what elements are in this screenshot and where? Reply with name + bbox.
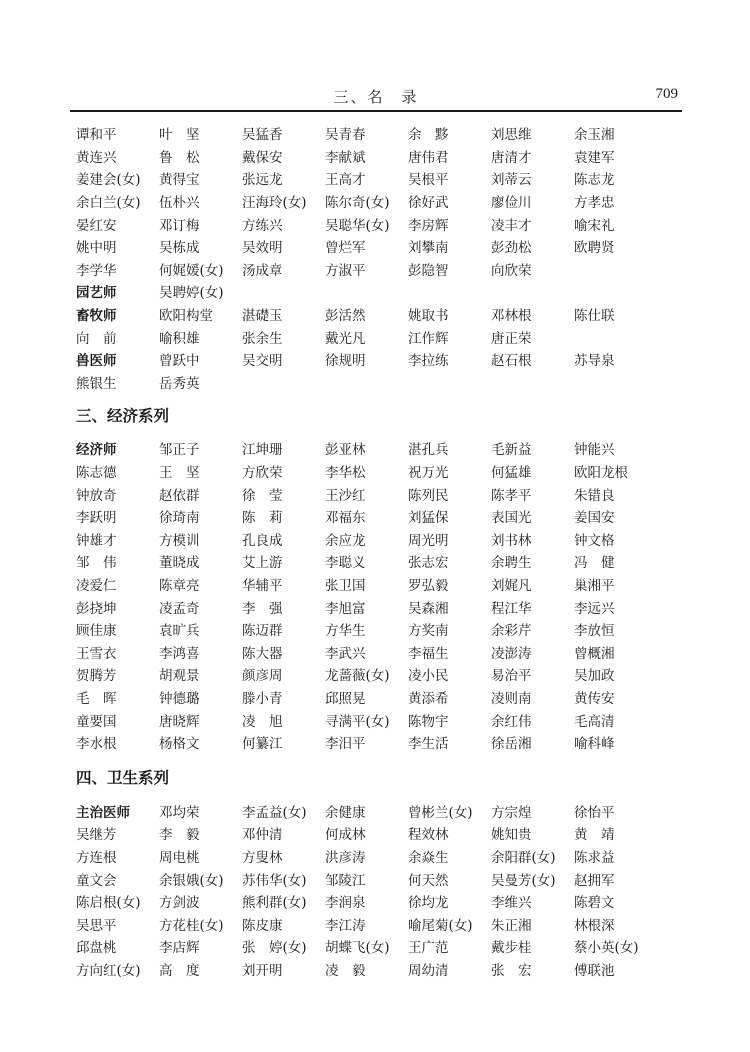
- person-name: 陈皮康: [242, 917, 283, 934]
- person-name: 毛 晖: [76, 690, 117, 707]
- person-name: 李江涛: [325, 917, 366, 934]
- person-name: 凌小民: [408, 668, 449, 685]
- name-row: [76, 258, 676, 281]
- person-name: 表国光: [491, 510, 532, 527]
- person-name: 邹 伟: [76, 555, 117, 572]
- section-title-economics: 三、经济系列: [76, 407, 170, 426]
- person-name: 方练兴: [242, 217, 283, 234]
- person-name: 李汨平: [325, 736, 366, 753]
- person-name: 吴根平: [408, 172, 449, 189]
- person-name: 唐清才: [491, 149, 532, 166]
- person-name: 彭劲松: [491, 240, 532, 257]
- title-label: 主治医师: [76, 804, 130, 821]
- person-name: 姜国安: [574, 510, 615, 527]
- person-name: 黄得宝: [159, 172, 200, 189]
- person-name: 滕小青: [242, 690, 283, 707]
- name-row: [76, 935, 676, 958]
- person-name: 邱照晃: [325, 690, 366, 707]
- person-name: 余红伟: [491, 713, 532, 730]
- name-row: [76, 663, 676, 686]
- name-row: [76, 325, 676, 348]
- person-name: 李学华: [76, 262, 117, 279]
- person-name: 陈 莉: [242, 510, 283, 527]
- person-name: 廖俭川: [491, 195, 532, 212]
- person-name: 童要国: [76, 713, 117, 730]
- person-name: 李跃明: [76, 510, 117, 527]
- name-row: [76, 167, 676, 190]
- person-name: 陈志龙: [574, 172, 615, 189]
- person-name: 朱错良: [574, 487, 615, 504]
- person-name: 陈章亮: [159, 577, 200, 594]
- person-name: 欧聘贤: [574, 240, 615, 257]
- person-name: 寻满平(女): [325, 713, 390, 730]
- person-name: 方奖南: [408, 623, 449, 640]
- person-name: 刘猛保: [408, 510, 449, 527]
- person-name: 毛新益: [491, 442, 532, 459]
- person-name: 唐伟君: [408, 149, 449, 166]
- person-name: 陈仕联: [574, 308, 615, 325]
- person-name: 陈求益: [574, 849, 615, 866]
- person-name: 凌则南: [491, 690, 532, 707]
- name-block-continued: [76, 122, 676, 393]
- person-name: 李聪义: [325, 555, 366, 572]
- person-name: 周电桃: [159, 849, 200, 866]
- person-name: 陈大器: [242, 645, 283, 662]
- page-number: 709: [655, 86, 678, 102]
- person-name: 颜彦周: [242, 668, 283, 685]
- person-name: 王 坚: [159, 465, 200, 482]
- person-name: 邓林根: [491, 308, 532, 325]
- person-name: 李鸿喜: [159, 645, 200, 662]
- name-row: [76, 731, 676, 754]
- person-name: 唐晓辉: [159, 713, 200, 730]
- person-name: 钟能兴: [574, 442, 615, 459]
- person-name: 吴曼芳(女): [491, 872, 556, 889]
- person-name: 邹正子: [159, 442, 200, 459]
- name-row: [76, 822, 676, 845]
- person-name: 洪彦涛: [325, 849, 366, 866]
- person-name: 吴交明: [242, 353, 283, 370]
- person-name: 蔡小英(女): [574, 940, 639, 957]
- person-name: 吴栋成: [159, 240, 200, 257]
- person-name: 朱正湘: [491, 917, 532, 934]
- person-name: 贺腾芳: [76, 668, 117, 685]
- person-name: 余银娥(女): [159, 872, 224, 889]
- person-name: 湛礎玉: [242, 308, 283, 325]
- person-name: 唐正荣: [491, 330, 532, 347]
- person-name: 湛孔兵: [408, 442, 449, 459]
- person-name: 黄添希: [408, 690, 449, 707]
- person-name: 黄连兴: [76, 149, 117, 166]
- person-name: 苏导泉: [574, 353, 615, 370]
- person-name: 方华生: [325, 623, 366, 640]
- name-row: [76, 437, 676, 460]
- person-name: 李水根: [76, 736, 117, 753]
- name-row: [76, 212, 676, 235]
- name-block-economics: [76, 437, 676, 753]
- person-name: 彭隐智: [408, 262, 449, 279]
- person-name: 钟德璐: [159, 690, 200, 707]
- person-name: 吴继芳: [76, 827, 117, 844]
- person-name: 刘思维: [491, 127, 532, 144]
- person-name: 鲁 松: [159, 149, 200, 166]
- person-name: 方连根: [76, 849, 117, 866]
- name-row: [76, 595, 676, 618]
- person-name: 黄 靖: [574, 827, 615, 844]
- person-name: 李武兴: [325, 645, 366, 662]
- person-name: 喻科峰: [574, 736, 615, 753]
- person-name: 苏伟华(女): [242, 872, 307, 889]
- person-name: 张志宏: [408, 555, 449, 572]
- person-name: 戴光凡: [325, 330, 366, 347]
- name-row: [76, 799, 676, 822]
- running-header: [70, 86, 682, 112]
- name-row: [76, 912, 676, 935]
- person-name: 胡观景: [159, 668, 200, 685]
- person-name: 方叟林: [242, 849, 283, 866]
- person-name: 曾概湘: [574, 645, 615, 662]
- person-name: 周光明: [408, 532, 449, 549]
- person-name: 徐均龙: [408, 895, 449, 912]
- name-row: [76, 618, 676, 641]
- name-row: [76, 190, 676, 213]
- person-name: 李生活: [408, 736, 449, 753]
- person-name: 李润泉: [325, 895, 366, 912]
- person-name: 李福生: [408, 645, 449, 662]
- person-name: 余应龙: [325, 532, 366, 549]
- person-name: 叶 坚: [159, 127, 200, 144]
- person-name: 张余生: [242, 330, 283, 347]
- title-label: 兽医师: [76, 353, 117, 370]
- person-name: 喻宋礼: [574, 217, 615, 234]
- person-name: 姚知贵: [491, 827, 532, 844]
- person-name: 喻尾菊(女): [408, 917, 473, 934]
- person-name: 周幼清: [408, 962, 449, 979]
- person-name: 陈物宇: [408, 713, 449, 730]
- person-name: 祝万光: [408, 465, 449, 482]
- name-row: [76, 573, 676, 596]
- header-title: 三、名 录: [333, 88, 419, 106]
- person-name: 李旭富: [325, 600, 366, 617]
- person-name: 凌爱仁: [76, 577, 117, 594]
- person-name: 李房辉: [408, 217, 449, 234]
- title-label: 园艺师: [76, 285, 117, 302]
- name-row: [76, 550, 676, 573]
- name-row: [76, 122, 676, 145]
- name-row: [76, 890, 676, 913]
- person-name: 彭挠坤: [76, 600, 117, 617]
- person-name: 李华松: [325, 465, 366, 482]
- person-name: 张卫国: [325, 577, 366, 594]
- person-name: 方欣荣: [242, 465, 283, 482]
- person-name: 欧阳构堂: [159, 308, 213, 325]
- person-name: 程江华: [491, 600, 532, 617]
- person-name: 何纂江: [242, 736, 283, 753]
- person-name: 陈孝平: [491, 487, 532, 504]
- person-name: 邓订梅: [159, 217, 200, 234]
- name-row: [76, 708, 676, 731]
- person-name: 陈碧文: [574, 895, 615, 912]
- person-name: 余焱生: [408, 849, 449, 866]
- title-label: 畜牧师: [76, 308, 117, 325]
- person-name: 艾上游: [242, 555, 283, 572]
- person-name: 徐岳湘: [491, 736, 532, 753]
- person-name: 方花桂(女): [159, 917, 224, 934]
- person-name: 姜建会(女): [76, 172, 141, 189]
- name-row: [76, 482, 676, 505]
- person-name: 方宗煌: [491, 804, 532, 821]
- person-name: 何天然: [408, 872, 449, 889]
- person-name: 邓仲清: [242, 827, 283, 844]
- person-name: 余玉湘: [574, 127, 615, 144]
- person-name: 巢湘平: [574, 577, 615, 594]
- person-name: 袁旷兵: [159, 623, 200, 640]
- person-name: 熊银生: [76, 375, 117, 392]
- name-row: [76, 280, 676, 303]
- person-name: 杨格文: [159, 736, 200, 753]
- person-name: 吴思平: [76, 917, 117, 934]
- person-name: 邱盘桃: [76, 940, 117, 957]
- person-name: 余健康: [325, 804, 366, 821]
- person-name: 何猛雄: [491, 465, 532, 482]
- person-name: 吴青春: [325, 127, 366, 144]
- person-name: 徐规明: [325, 353, 366, 370]
- person-name: 喻积雄: [159, 330, 200, 347]
- person-name: 谭和平: [76, 127, 117, 144]
- person-name: 汤成章: [242, 262, 283, 279]
- name-row: [76, 958, 676, 981]
- person-name: 何娓媛(女): [159, 262, 224, 279]
- person-name: 吴猛香: [242, 127, 283, 144]
- person-name: 陈列民: [408, 487, 449, 504]
- person-name: 晏红安: [76, 217, 117, 234]
- person-name: 高 度: [159, 962, 200, 979]
- person-name: 李孟益(女): [242, 804, 307, 821]
- person-name: 张 婷(女): [242, 940, 307, 957]
- person-name: 向欣荣: [491, 262, 532, 279]
- person-name: 易治平: [491, 668, 532, 685]
- person-name: 姚中明: [76, 240, 117, 257]
- person-name: 凌丰才: [491, 217, 532, 234]
- person-name: 凌 旭: [242, 713, 283, 730]
- person-name: 余白兰(女): [76, 195, 141, 212]
- person-name: 曾彬兰(女): [408, 804, 473, 821]
- person-name: 华辅平: [242, 577, 283, 594]
- person-name: 傅联池: [574, 962, 615, 979]
- name-row: [76, 640, 676, 663]
- name-list: [76, 122, 676, 980]
- person-name: 钟文格: [574, 532, 615, 549]
- person-name: 方剑波: [159, 895, 200, 912]
- name-row: [76, 505, 676, 528]
- person-name: 徐好武: [408, 195, 449, 212]
- person-name: 陈尔奇(女): [325, 195, 390, 212]
- person-name: 刘攀南: [408, 240, 449, 257]
- person-name: 童文会: [76, 872, 117, 889]
- person-name: 徐 莹: [242, 487, 283, 504]
- person-name: 李远兴: [574, 600, 615, 617]
- person-name: 徐怡平: [574, 804, 615, 821]
- person-name: 李 毅: [159, 827, 200, 844]
- person-name: 吴加政: [574, 668, 615, 685]
- person-name: 林根深: [574, 917, 615, 934]
- person-name: 向 前: [76, 330, 117, 347]
- person-name: 陈启根(女): [76, 895, 141, 912]
- person-name: 钟放奇: [76, 487, 117, 504]
- name-row: [76, 867, 676, 890]
- title-label: 经济师: [76, 442, 117, 459]
- person-name: 欧阳龙根: [574, 465, 628, 482]
- person-name: 刘开明: [242, 962, 283, 979]
- person-name: 曾烂军: [325, 240, 366, 257]
- person-name: 凌澎涛: [491, 645, 532, 662]
- person-name: 伍朴兴: [159, 195, 200, 212]
- person-name: 熊利群(女): [242, 895, 307, 912]
- person-name: 李放恒: [574, 623, 615, 640]
- person-name: 黄传安: [574, 690, 615, 707]
- name-row: [76, 371, 676, 394]
- person-name: 岳秀英: [159, 375, 200, 392]
- person-name: 龙蔷薇(女): [325, 668, 390, 685]
- section-title-health: 四、卫生系列: [76, 769, 170, 788]
- person-name: 余彩芹: [491, 623, 532, 640]
- person-name: 顾佳康: [76, 623, 117, 640]
- person-name: 姚取书: [408, 308, 449, 325]
- person-name: 方向红(女): [76, 962, 141, 979]
- person-name: 陈志德: [76, 465, 117, 482]
- person-name: 凌孟奇: [159, 600, 200, 617]
- name-row: [76, 845, 676, 868]
- person-name: 罗弘毅: [408, 577, 449, 594]
- person-name: 彭亚林: [325, 442, 366, 459]
- person-name: 李店辉: [159, 940, 200, 957]
- person-name: 程效林: [408, 827, 449, 844]
- person-name: 方孝忠: [574, 195, 615, 212]
- person-name: 方淑平: [325, 262, 366, 279]
- person-name: 孔良成: [242, 532, 283, 549]
- person-name: 邓均荣: [159, 804, 200, 821]
- person-name: 王广范: [408, 940, 449, 957]
- person-name: 刘书林: [491, 532, 532, 549]
- person-name: 邹陵江: [325, 872, 366, 889]
- person-name: 彭活然: [325, 308, 366, 325]
- person-name: 钟雄才: [76, 532, 117, 549]
- person-name: 方模训: [159, 532, 200, 549]
- person-name: 王高才: [325, 172, 366, 189]
- person-name: 李 强: [242, 600, 283, 617]
- name-row: [76, 460, 676, 483]
- person-name: 邓福东: [325, 510, 366, 527]
- person-name: 赵拥军: [574, 872, 615, 889]
- person-name: 董晓成: [159, 555, 200, 572]
- person-name: 曾跃中: [159, 353, 200, 370]
- person-name: 吴聪华(女): [325, 217, 390, 234]
- person-name: 汪海玲(女): [242, 195, 307, 212]
- person-name: 赵石根: [491, 353, 532, 370]
- name-row: [76, 528, 676, 551]
- person-name: 毛高清: [574, 713, 615, 730]
- person-name: 戴步桂: [491, 940, 532, 957]
- person-name: 赵依群: [159, 487, 200, 504]
- person-name: 吴聘婷(女): [159, 285, 224, 302]
- person-name: 凌 毅: [325, 962, 366, 979]
- person-name: 吴森湘: [408, 600, 449, 617]
- name-row: [76, 348, 676, 371]
- person-name: 刘娓凡: [491, 577, 532, 594]
- name-block-health: [76, 799, 676, 980]
- person-name: 戴保安: [242, 149, 283, 166]
- name-row: [76, 235, 676, 258]
- person-name: 余阳群(女): [491, 849, 556, 866]
- person-name: 李献斌: [325, 149, 366, 166]
- person-name: 余 黟: [408, 127, 449, 144]
- person-name: 张 宏: [491, 962, 532, 979]
- person-name: 袁建军: [574, 149, 615, 166]
- person-name: 王雪衣: [76, 645, 117, 662]
- person-name: 江坤珊: [242, 442, 283, 459]
- person-name: 李维兴: [491, 895, 532, 912]
- name-row: [76, 145, 676, 168]
- person-name: 张远龙: [242, 172, 283, 189]
- person-name: 陈迈群: [242, 623, 283, 640]
- name-row: [76, 303, 676, 326]
- person-name: 刘蒂云: [491, 172, 532, 189]
- name-row: [76, 686, 676, 709]
- person-name: 胡蝶飞(女): [325, 940, 390, 957]
- person-name: 余聘生: [491, 555, 532, 572]
- person-name: 李拉练: [408, 353, 449, 370]
- person-name: 何成林: [325, 827, 366, 844]
- person-name: 徐琦南: [159, 510, 200, 527]
- person-name: 吴效明: [242, 240, 283, 257]
- person-name: 王沙红: [325, 487, 366, 504]
- person-name: 冯 健: [574, 555, 615, 572]
- person-name: 江作辉: [408, 330, 449, 347]
